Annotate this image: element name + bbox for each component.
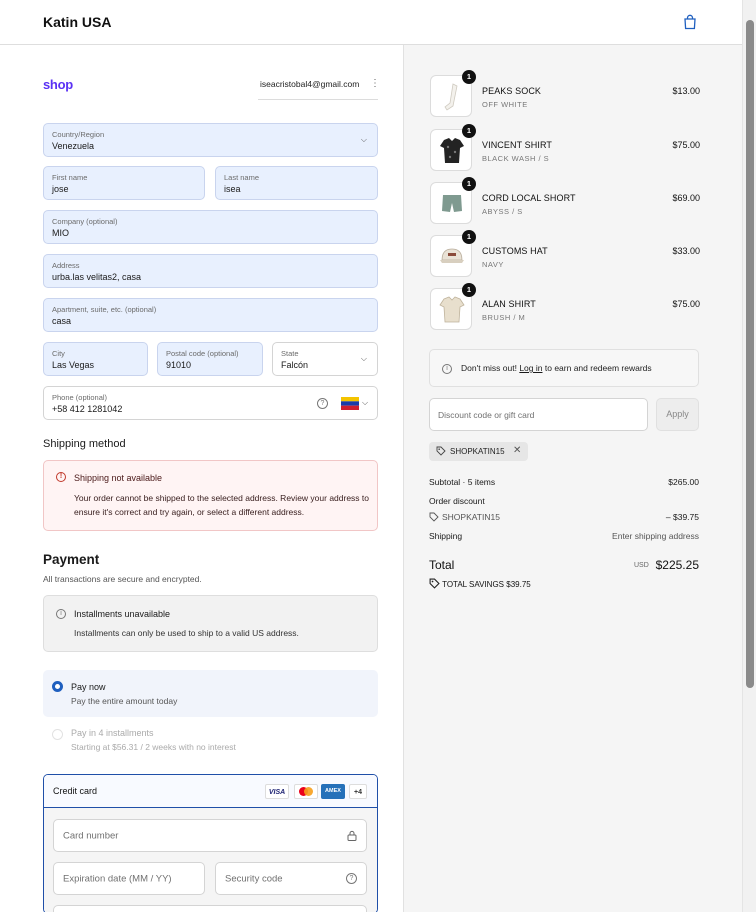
item-variant: OFF WHITE (482, 100, 528, 109)
company-value: MIO (52, 228, 69, 238)
more-cards-badge: +4 (349, 784, 367, 799)
rewards-suffix: to earn and redeem rewards (544, 363, 652, 373)
item-variant: BRUSH / M (482, 313, 526, 322)
account-divider (258, 99, 378, 100)
country-label: Country/Region (52, 130, 105, 139)
payment-title: Payment (43, 552, 100, 567)
pay-now-radio[interactable] (52, 681, 63, 692)
cart-item (430, 72, 700, 121)
more-options-icon[interactable]: ⋮ (370, 78, 380, 89)
expiry-field[interactable] (53, 862, 205, 895)
mastercard-icon (294, 784, 318, 799)
pay-in-4-sub: Starting at $56.31 / 2 weeks with no interest (71, 742, 236, 752)
discount-code-label: SHOPKATIN15 (442, 512, 500, 522)
error-icon: ! (56, 472, 66, 482)
item-price: $75.00 (672, 140, 700, 150)
last-name-label: Last name (224, 173, 260, 182)
header (0, 0, 742, 45)
security-code-placeholder: Security code (225, 873, 283, 884)
chevron-down-icon: ⌵ (360, 354, 367, 363)
page-scrollbar[interactable] (742, 0, 756, 912)
security-code-field[interactable] (215, 862, 367, 895)
shopping-bag-icon[interactable] (683, 14, 697, 30)
address-value: urba.las velitas2, casa (52, 272, 142, 282)
address-field[interactable] (43, 254, 378, 288)
subtotal-row (429, 477, 699, 487)
item-name: VINCENT SHIRT (482, 140, 552, 150)
account-email: iseacristobal4@gmail.com (260, 79, 360, 89)
applied-code: SHOPKATIN15 (450, 447, 505, 456)
scrollbar-thumb[interactable] (746, 20, 754, 688)
shipping-error-text: Your order cannot be shipped to the selected address. Review your address to ensure it's correct and try again, or select a different address. (74, 493, 370, 517)
card-number-field[interactable] (53, 819, 367, 852)
quantity-badge: 1 (462, 283, 476, 297)
visa-icon: VISA (265, 784, 289, 799)
credit-card-section[interactable] (43, 774, 378, 912)
shop-pay-logo: shop (43, 77, 73, 92)
rewards-prefix: Don't miss out! (461, 363, 517, 373)
last-name-value: isea (224, 184, 241, 194)
lock-icon (347, 830, 357, 841)
city-label: City (52, 349, 65, 358)
discount-placeholder: Discount code or gift card (438, 410, 535, 420)
quantity-badge: 1 (462, 124, 476, 138)
tag-icon (429, 512, 439, 522)
phone-label: Phone (optional) (52, 393, 108, 402)
phone-field[interactable] (43, 386, 378, 420)
tag-icon (429, 578, 440, 589)
rewards-banner (429, 349, 699, 387)
state-label: State (281, 349, 299, 358)
order-discount-label: Order discount (429, 496, 485, 506)
order-discount-row (429, 496, 699, 506)
subtotal-value: $265.00 (668, 477, 699, 487)
apartment-label: Apartment, suite, etc. (optional) (52, 305, 157, 314)
first-name-label: First name (52, 173, 88, 182)
shipping-label: Shipping (429, 531, 463, 541)
rewards-login-link[interactable]: Log in (519, 363, 543, 373)
shipping-row (429, 531, 699, 541)
first-name-field[interactable] (43, 166, 205, 200)
item-name: CUSTOMS HAT (482, 246, 548, 256)
subtotal-label: Subtotal · 5 items (429, 477, 496, 487)
rewards-text (461, 363, 652, 373)
quantity-badge: 1 (462, 70, 476, 84)
total-savings-value: $39.75 (506, 580, 531, 589)
help-icon[interactable]: ? (346, 873, 357, 884)
installments-title: Installments unavailable (74, 609, 171, 619)
card-number-placeholder: Card number (63, 830, 119, 841)
discount-amount: – $39.75 (665, 512, 699, 522)
apartment-field[interactable] (43, 298, 378, 332)
cart-item (430, 232, 700, 281)
state-value: Falcón (281, 360, 309, 370)
pay-now-option[interactable] (43, 670, 378, 717)
country-select[interactable] (43, 123, 378, 157)
pay-in-4-radio[interactable] (52, 729, 63, 740)
item-price: $69.00 (672, 193, 700, 203)
remove-discount-icon[interactable]: ✕ (513, 445, 522, 456)
pay-in-4-title[interactable]: Pay in 4 installments (71, 728, 154, 738)
applied-discount-chip (429, 442, 528, 461)
company-field[interactable] (43, 210, 378, 244)
installments-text: Installments can only be used to ship to a valid US address. (74, 628, 299, 638)
currency-code: USD (634, 562, 649, 569)
total-savings-label: TOTAL SAVINGS (442, 580, 505, 589)
expiry-placeholder: Expiration date (MM / YY) (63, 873, 172, 884)
postal-code-value: 91010 (166, 360, 192, 370)
chevron-down-icon: ⌵ (360, 135, 367, 144)
chevron-down-icon[interactable]: ⌵ (362, 398, 369, 407)
total-savings (429, 578, 531, 589)
item-name: PEAKS SOCK (482, 86, 542, 96)
info-icon: i (56, 609, 66, 619)
cart-item (430, 285, 700, 334)
item-variant: NAVY (482, 260, 504, 269)
shipping-error-title: Shipping not available (74, 473, 163, 483)
postal-code-field[interactable] (157, 342, 263, 376)
state-select[interactable] (272, 342, 378, 376)
address-label: Address (52, 261, 80, 270)
installments-notice (43, 595, 378, 652)
discount-code-input[interactable] (429, 398, 648, 431)
city-field[interactable] (43, 342, 148, 376)
card-fields-area (44, 808, 377, 912)
payment-subtitle: All transactions are secure and encrypted. (43, 574, 202, 584)
name-on-card-field[interactable] (53, 905, 367, 912)
cart-item (430, 126, 700, 175)
cart-item (430, 179, 700, 228)
item-price: $75.00 (672, 299, 700, 309)
company-label: Company (optional) (52, 217, 118, 226)
store-brand[interactable]: Katin USA (43, 14, 112, 30)
city-value: Las Vegas (52, 360, 95, 370)
postal-code-label: Postal code (optional) (166, 349, 239, 358)
shipping-value: Enter shipping address (612, 531, 699, 541)
venezuela-flag-icon[interactable] (341, 397, 359, 410)
apartment-value: casa (52, 316, 72, 326)
credit-card-label: Credit card (53, 786, 98, 796)
first-name-value: jose (52, 184, 69, 194)
quantity-badge: 1 (462, 230, 476, 244)
tag-icon (436, 446, 446, 456)
apply-discount-button[interactable]: Apply (656, 398, 699, 431)
pay-now-sub: Pay the entire amount today (71, 696, 178, 706)
item-variant: ABYSS / S (482, 207, 523, 216)
item-name: ALAN SHIRT (482, 299, 536, 309)
item-variant: BLACK WASH / S (482, 154, 550, 163)
country-value: Venezuela (52, 141, 95, 151)
total-value: $225.25 (655, 558, 699, 572)
shipping-error-banner (43, 460, 378, 531)
last-name-field[interactable] (215, 166, 378, 200)
info-icon: i (442, 364, 452, 374)
help-icon[interactable]: ? (317, 398, 328, 409)
pay-now-title: Pay now (71, 682, 106, 692)
amex-icon: AMEX (321, 784, 345, 799)
phone-value: +58 412 1281042 (52, 404, 123, 414)
credit-card-header[interactable] (44, 775, 377, 808)
item-name: CORD LOCAL SHORT (482, 193, 576, 203)
quantity-badge: 1 (462, 177, 476, 191)
shipping-method-title: Shipping method (43, 438, 126, 450)
item-price: $33.00 (672, 246, 700, 256)
item-price: $13.00 (672, 86, 700, 96)
total-label: Total (429, 558, 455, 572)
